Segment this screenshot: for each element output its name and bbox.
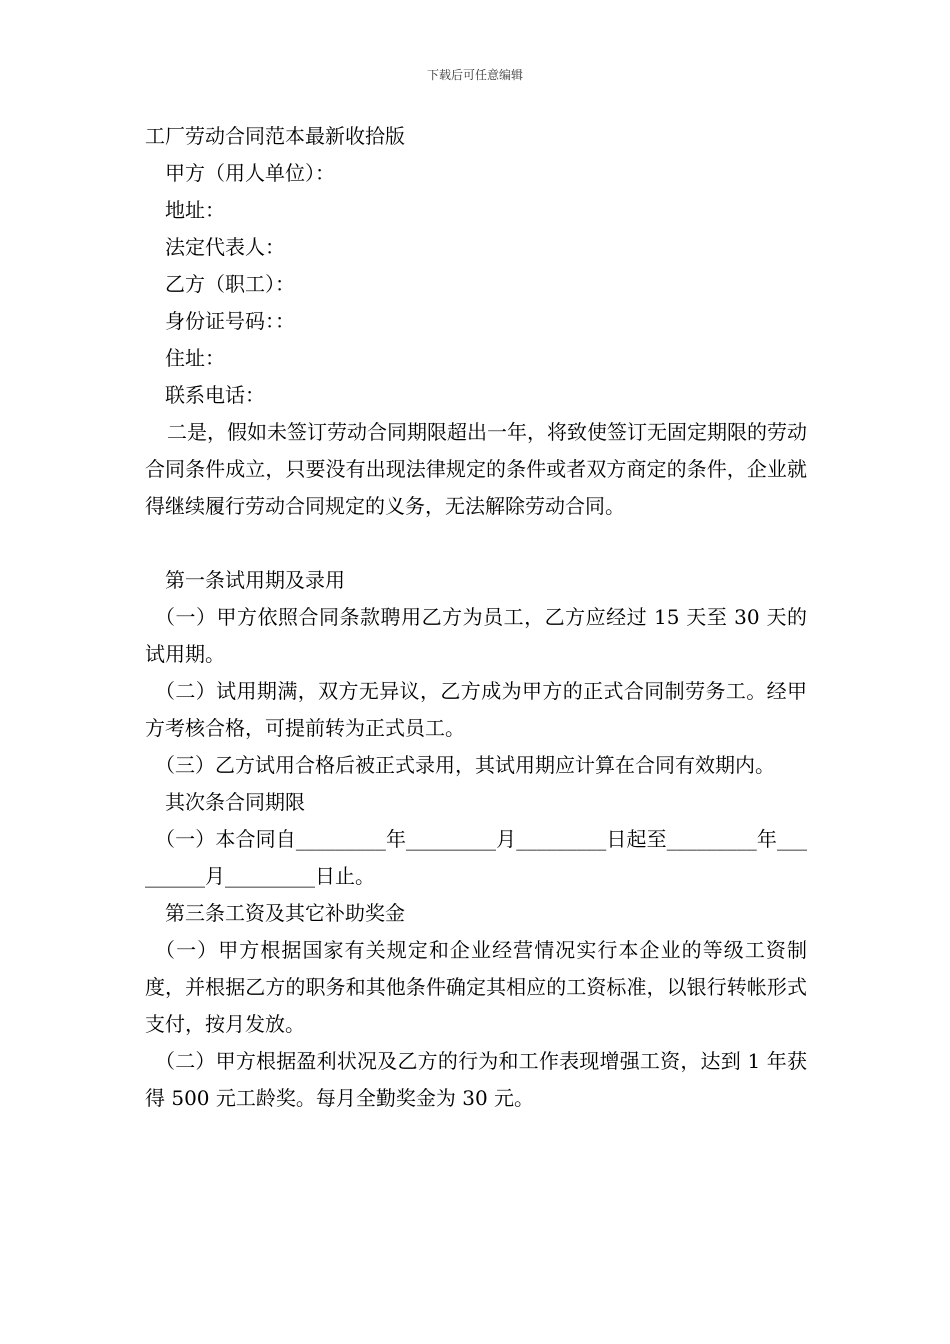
article3-heading: 第三条工资及其它补助奖金 <box>165 901 405 925</box>
article2-item1: （一）本合同自_________年_________月_________日起至_________年_________月_________日止。 <box>145 827 807 888</box>
article1-item2: （二）试用期满，双方无异议，乙方成为甲方的正式合同制劳务工。经甲方考核合格，可提前转为正式员工。 <box>145 679 807 740</box>
page-header-note: 下载后可任意编辑 <box>426 68 523 82</box>
field-id-number: 身份证号码：： <box>165 309 295 333</box>
intro-paragraph: 二是，假如未签订劳动合同期限超出一年，将致使签订无固定期限的劳动合同条件成立，只要没有出现法律规定的条件或者双方商定的条件，企业就得继续履行劳动合同规定的义务，无法解除劳动合同。 <box>145 420 807 518</box>
article1-item3: （三）乙方试用合格后被正式录用，其试用期应计算在合同有效期内。 <box>155 753 775 777</box>
article3-item1: （一）甲方根据国家有关规定和企业经营情况实行本企业的等级工资制度，并根据乙方的职务和其他条件确定其相应的工资标准，以银行转帐形式支付，按月发放。 <box>145 938 807 1036</box>
field-residence: 住址： <box>165 346 225 370</box>
article1-heading: 第一条试用期及录用 <box>165 568 345 592</box>
field-legal-rep: 法定代表人： <box>165 235 285 259</box>
article3-item2: （二）甲方根据盈利状况及乙方的行为和工作表现增强工资，达到 1 年获得 500 元工龄奖。每月全勤奖金为 30 元。 <box>145 1049 807 1110</box>
field-party-a: 甲方（用人单位）： <box>165 161 335 185</box>
article2-heading: 其次条合同期限 <box>165 790 305 814</box>
document-body <box>145 118 807 1117</box>
paragraph-spacer <box>145 525 807 562</box>
field-address: 地址： <box>165 198 225 222</box>
field-party-b: 乙方（职工）： <box>165 272 295 296</box>
article1-item1: （一）甲方依照合同条款聘用乙方为员工，乙方应经过 15 天至 30 天的试用期。 <box>145 605 807 666</box>
field-phone: 联系电话： <box>165 383 265 407</box>
document-title: 工厂劳动合同范本最新收拾版 <box>145 124 405 148</box>
